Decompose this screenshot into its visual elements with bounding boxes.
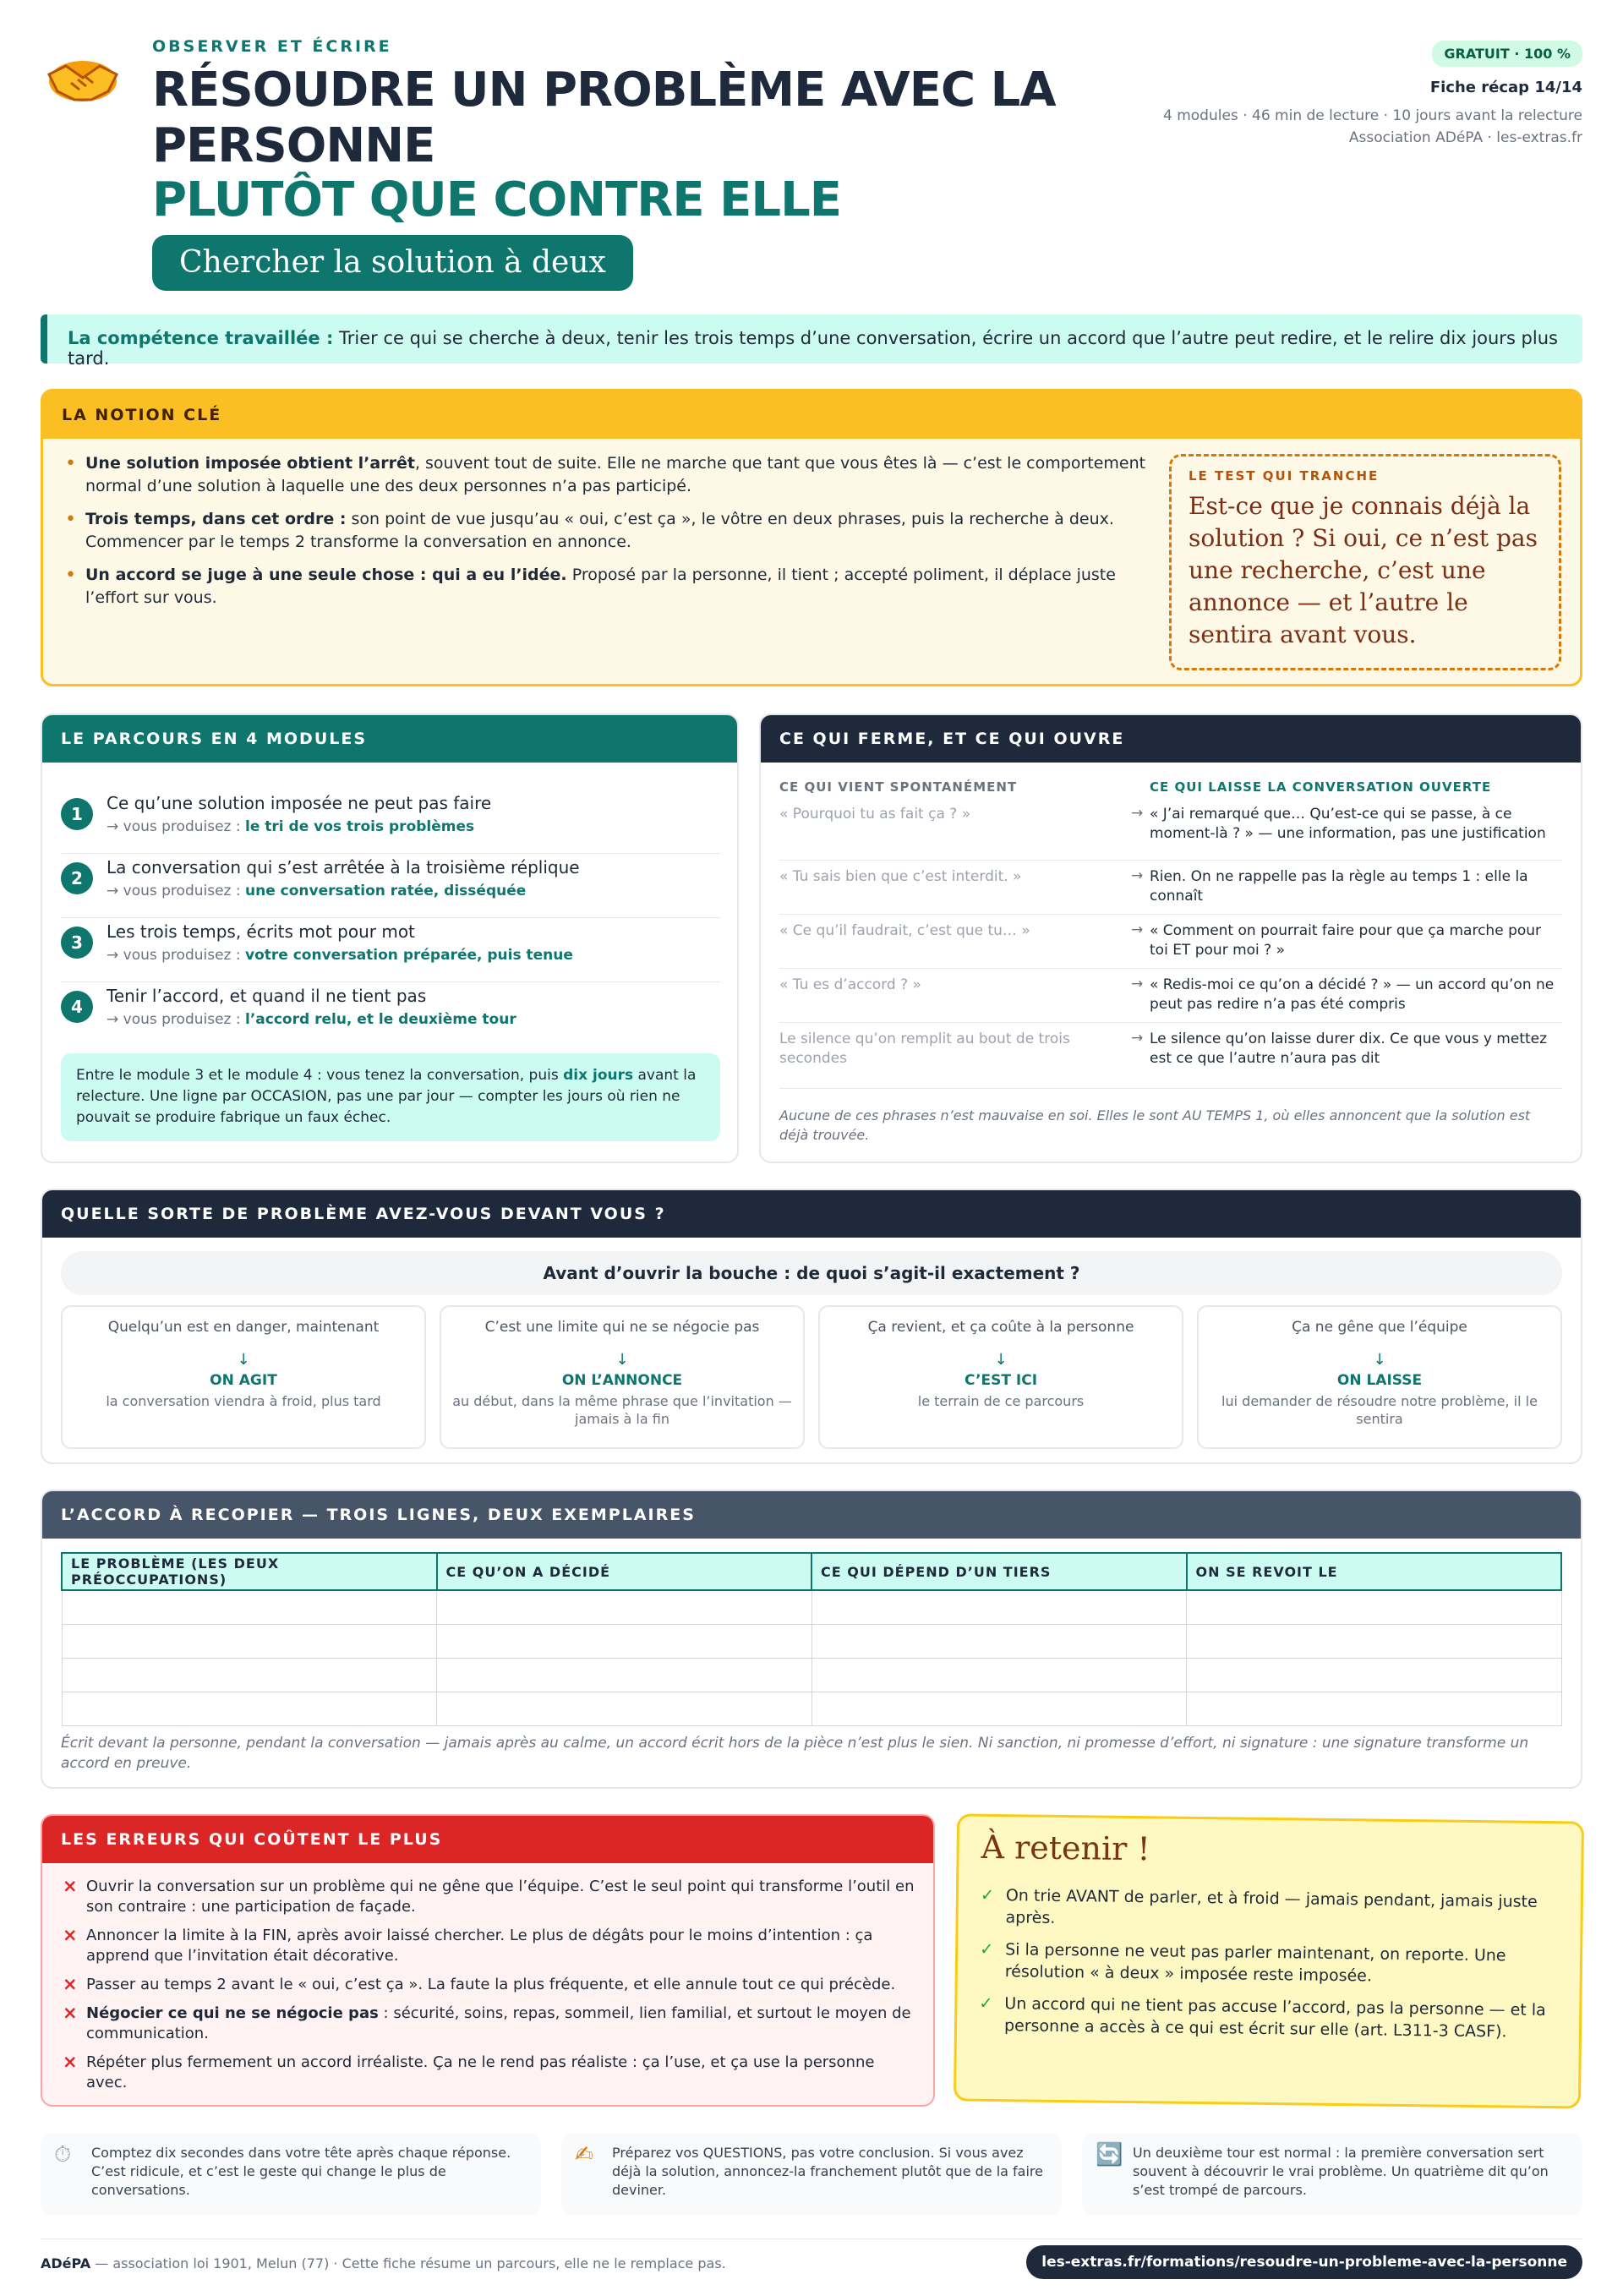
handshake-icon [41, 41, 125, 117]
table-cell[interactable] [1187, 1692, 1562, 1725]
module-title: Tenir l’accord, et quand il ne tient pas [107, 986, 427, 1006]
page-header [41, 34, 1582, 304]
test-text: Est-ce que je connais déjà la solution ? Si oui, ce n’est pas une recherche, c’est une annonce — et l’autre le sentira avant vous. [1189, 492, 1538, 648]
accord-heading: L’ACCORD À RECOPIER — TROIS LIGNES, DEUX EXEMPLAIRES [42, 1491, 1581, 1539]
list-item: ✓ On trie AVANT de parler, et à froid — jamais pendant, jamais juste après. [980, 1884, 1564, 1935]
module-item [61, 856, 720, 918]
table-cell[interactable] [1187, 1590, 1562, 1624]
question-pill: Avant d’ouvrir la bouche : de quoi s’agit-il exactement ? [61, 1251, 1562, 1295]
arrow-down-icon: ↓ [1373, 1351, 1386, 1369]
table-row [62, 1590, 1561, 1624]
accord-card [41, 1490, 1582, 1789]
competence-label: La compétence travaillée : [68, 328, 334, 348]
accord-table [61, 1552, 1562, 1726]
list-item: • Une solution imposée obtient l’arrêt, souvent tout de suite. Elle ne marche que tant que vous êtes là — c’est le comportement normal d’une solution à laquelle une des deux personnes n’a pas participé. [62, 452, 1169, 498]
list-item: × Négocier ce qui ne se négocie pas : sécurité, soins, repas, sommeil, lien familial, et surtout le moyen de communication. [61, 2004, 918, 2044]
tip-box: ✍ Préparez vos QUESTIONS, pas votre conclusion. Si vous avez déjà la solution, annoncez-la franchement plutôt que de la faire deviner. [561, 2134, 1062, 2215]
module-item [61, 791, 720, 854]
retenir-list [979, 1884, 1564, 2053]
module-item [61, 920, 720, 982]
parcours-card [41, 713, 739, 1163]
list-item: ✓ Un accord qui ne tient pas accuse l’accord, pas la personne — et la personne a accès à ce qui est écrit sur elle (art. L311-3 CASF). [979, 1993, 1563, 2043]
footer-link[interactable]: les-extras.fr/formations/resoudre-un-probleme-avec-la-personne [1026, 2245, 1582, 2279]
module-output: → vous produisez : le tri de vos trois problèmes [107, 818, 475, 835]
module-output: → vous produisez : l’accord relu, et le deuxième tour [107, 1011, 516, 1028]
erreurs-list [61, 1877, 918, 2102]
arrow-right-icon: → [1131, 921, 1144, 938]
eyebrow: OBSERVER ET ÉCRIRE [152, 37, 392, 56]
notion-bullets [62, 452, 1169, 620]
retenir-note [954, 1813, 1584, 2108]
table-row: « Tu es d’accord ? » → « Redis-moi ce qu’on a décidé ? » — un accord qu’on ne peut pas redire n’a pas été compris [779, 976, 1562, 1023]
erreurs-heading: LES ERREURS QUI COÛTENT LE PLUS [42, 1816, 933, 1863]
table-cell[interactable] [812, 1658, 1187, 1692]
module-title: Les trois temps, écrits mot pour mot [107, 921, 415, 942]
tip-box: 🔄 Un deuxième tour est normal : la première conversation sert souvent à découvrir le vrai problème. Un quatrième dit qu’on s’est trompé de parcours. [1082, 2134, 1582, 2215]
table-row: « Pourquoi tu as fait ça ? » → « J’ai remarqué que… Qu’est-ce qui se passe, à ce moment-là ? » — une information, pas une justification [779, 805, 1562, 861]
arrow-right-icon: → [1131, 805, 1144, 822]
test-label: LE TEST QUI TRANCHE [1189, 468, 1380, 484]
competence-text: Trier ce qui se cherche à deux, tenir les trois temps d’une conversation, écrire un accord que l’autre peut redire, et le relire dix jours plus tard. [68, 328, 1558, 369]
table-cell[interactable] [812, 1624, 1187, 1658]
list-item: × Ouvrir la conversation sur un problème qui ne gêne que l’équipe. C’est le seul point qui transforme l’outil en son contraire : une participation de façade. [61, 1877, 918, 1917]
writing-hand-icon: ✍ [575, 2142, 593, 2168]
competence-banner [41, 314, 1582, 369]
column-header: CE QU’ON A DÉCIDÉ [437, 1553, 812, 1590]
list-item: • Trois temps, dans cet ordre : son point de vue jusqu’au « oui, c’est ça », le vôtre en deux phrases, puis la recherche à deux. Commencer par le temps 2 transforme la conversation en annonce. [62, 508, 1169, 554]
retenir-title: À retenir ! [981, 1828, 1150, 1868]
arrow-right-icon: → [1131, 1030, 1144, 1047]
table-row: « Ce qu’il faudrait, c’est que tu… » → « Comment on pourrait faire pour que ça marche pour toi ET pour moi ? » [779, 921, 1562, 969]
table-cell[interactable] [437, 1590, 812, 1624]
header-meta [1163, 41, 1582, 149]
module-output: → vous produisez : votre conversation préparée, puis tenue [107, 947, 573, 964]
module-title: La conversation qui s’est arrêtée à la troisième réplique [107, 857, 580, 877]
column-header-right: CE QUI LAISSE LA CONVERSATION OUVERTE [1150, 779, 1492, 795]
arrow-down-icon: ↓ [237, 1351, 250, 1369]
table-row: Le silence qu’on remplit au bout de trois secondes → Le silence qu’on laisse durer dix. Ce que vous y mettez est ce que l’autre n’aura pas dit [779, 1030, 1562, 1089]
table-row: « Tu sais bien que c’est interdit. » → Rien. On ne rappelle pas la règle au temps 1 : elle la connaît [779, 867, 1562, 915]
list-item: × Répéter plus fermement un accord irréaliste. Ça ne le rend pas réaliste : ça l’use, et ça use la personne avec. [61, 2053, 918, 2093]
category-box: Ça ne gêne que l’équipe ↓ ON LAISSE lui demander de résoudre notre problème, il le sentira [1197, 1305, 1562, 1449]
erreurs-card [41, 1814, 935, 2107]
category-box: Quelqu’un est en danger, maintenant ↓ ON AGIT la conversation viendra à froid, plus tard [61, 1305, 426, 1449]
footer-brand: ADéPA [41, 2255, 91, 2271]
meta-modules: 4 modules · 46 min de lecture · 10 jours avant la relecture [1163, 107, 1582, 124]
table-cell[interactable] [437, 1658, 812, 1692]
module-number: 3 [61, 927, 93, 959]
notion-card [41, 389, 1582, 686]
category-box: C’est une limite qui ne se négocie pas ↓ ON L’ANNONCE au début, dans la même phrase que l’invitation — jamais à la fin [440, 1305, 805, 1449]
arrow-down-icon: ↓ [994, 1351, 1008, 1369]
parcours-heading: LE PARCOURS EN 4 MODULES [42, 715, 737, 763]
module-number: 4 [61, 991, 93, 1023]
ferme-heading: CE QUI FERME, ET CE QUI OUVRE [761, 715, 1581, 763]
meta-association: Association ADéPA · les-extras.fr [1348, 129, 1582, 146]
category-box: Ça revient, et ça coûte à la personne ↓ C’EST ICI le terrain de ce parcours [818, 1305, 1183, 1449]
table-cell[interactable] [812, 1692, 1187, 1725]
probleme-card [41, 1189, 1582, 1464]
test-box [1169, 454, 1561, 670]
list-item: × Annoncer la limite à la FIN, après avoir laissé chercher. Le plus de dégâts pour le moins d’intention : ça apprend que l’invitation était décorative. [61, 1926, 918, 1966]
table-cell[interactable] [62, 1624, 437, 1658]
stopwatch-icon: ⏱ [54, 2142, 72, 2168]
table-cell[interactable] [437, 1624, 812, 1658]
table-row [62, 1658, 1561, 1692]
table-header-row [62, 1553, 1561, 1590]
table-cell[interactable] [62, 1692, 437, 1725]
module-item [61, 984, 720, 1047]
cycle-arrows-icon: 🔄 [1096, 2142, 1123, 2168]
module-number: 2 [61, 862, 93, 894]
column-header-left: CE QUI VIENT SPONTANÉMENT [779, 779, 1018, 795]
table-cell[interactable] [1187, 1658, 1562, 1692]
module-number: 1 [61, 798, 93, 830]
table-cell[interactable] [62, 1590, 437, 1624]
list-item: ✓ Si la personne ne veut pas parler maintenant, on reporte. Une résolution « à deux » imposée reste imposée. [980, 1938, 1564, 1989]
table-row [62, 1692, 1561, 1725]
tip-box: ⏱ Comptez dix secondes dans votre tête après chaque réponse. C’est ridicule, et c’est le geste qui change le plus de conversations. [41, 2134, 541, 2215]
table-row [62, 1624, 1561, 1658]
module-title: Ce qu’une solution imposée ne peut pas faire [107, 793, 492, 813]
page-title: RÉSOUDRE UN PROBLÈME AVEC LA PERSONNE [152, 63, 1056, 173]
arrow-down-icon: ↓ [615, 1351, 629, 1369]
free-badge: GRATUIT · 100 % [1432, 41, 1582, 67]
ferme-footnote: Aucune de ces phrases n’est mauvaise en soi. Elles le sont AU TEMPS 1, où elles annoncent que la solution est déjà trouvée. [779, 1107, 1531, 1143]
subtitle-pill: Chercher la solution à deux [152, 235, 633, 291]
list-item: • Un accord se juge à une seule chose : qui a eu l’idée. Proposé par la personne, il tient ; accepté poliment, il déplace juste l’effort sur vous. [62, 564, 1169, 610]
column-header: CE QUI DÉPEND D’UN TIERS [812, 1553, 1187, 1590]
table-cell[interactable] [812, 1590, 1187, 1624]
ferme-ouvre-card [759, 713, 1582, 1163]
arrow-right-icon: → [1131, 976, 1144, 992]
module-output: → vous produisez : une conversation ratée, disséquée [107, 883, 527, 899]
table-cell[interactable] [1187, 1624, 1562, 1658]
fiche-number: Fiche récap 14/14 [1429, 79, 1582, 96]
accord-footnote: Écrit devant la personne, pendant la conversation — jamais après au calme, un accord écrit hors de la pièce n’est plus le sien. Ni sanction, ni promesse d’effort, ni signature : une signature transforme un accord en preuve. [61, 1735, 1529, 1772]
footer-text: ADéPA — association loi 1901, Melun (77) · Cette fiche résume un parcours, elle ne le remplace pas. [41, 2255, 726, 2271]
notion-heading: LA NOTION CLÉ [43, 391, 1580, 439]
page-title-accent: PLUTÔT QUE CONTRE ELLE [152, 172, 842, 227]
parcours-note: Entre le module 3 et le module 4 : vous tenez la conversation, puis dix jours avant la relecture. Une ligne par OCCASION, pas une par jour — compter les jours où rien ne pouvait se produire fabrique un faux échec. [61, 1053, 720, 1141]
column-header: LE PROBLÈME (LES DEUX PRÉOCCUPATIONS) [62, 1553, 437, 1590]
probleme-heading: QUELLE SORTE DE PROBLÈME AVEZ-VOUS DEVANT VOUS ? [42, 1190, 1581, 1238]
table-cell[interactable] [62, 1658, 437, 1692]
list-item: × Passer au temps 2 avant le « oui, c’est ça ». La faute la plus fréquente, et elle annule tout ce qui précède. [61, 1975, 918, 1995]
column-header: ON SE REVOIT LE [1187, 1553, 1562, 1590]
table-cell[interactable] [437, 1692, 812, 1725]
arrow-right-icon: → [1131, 867, 1144, 884]
